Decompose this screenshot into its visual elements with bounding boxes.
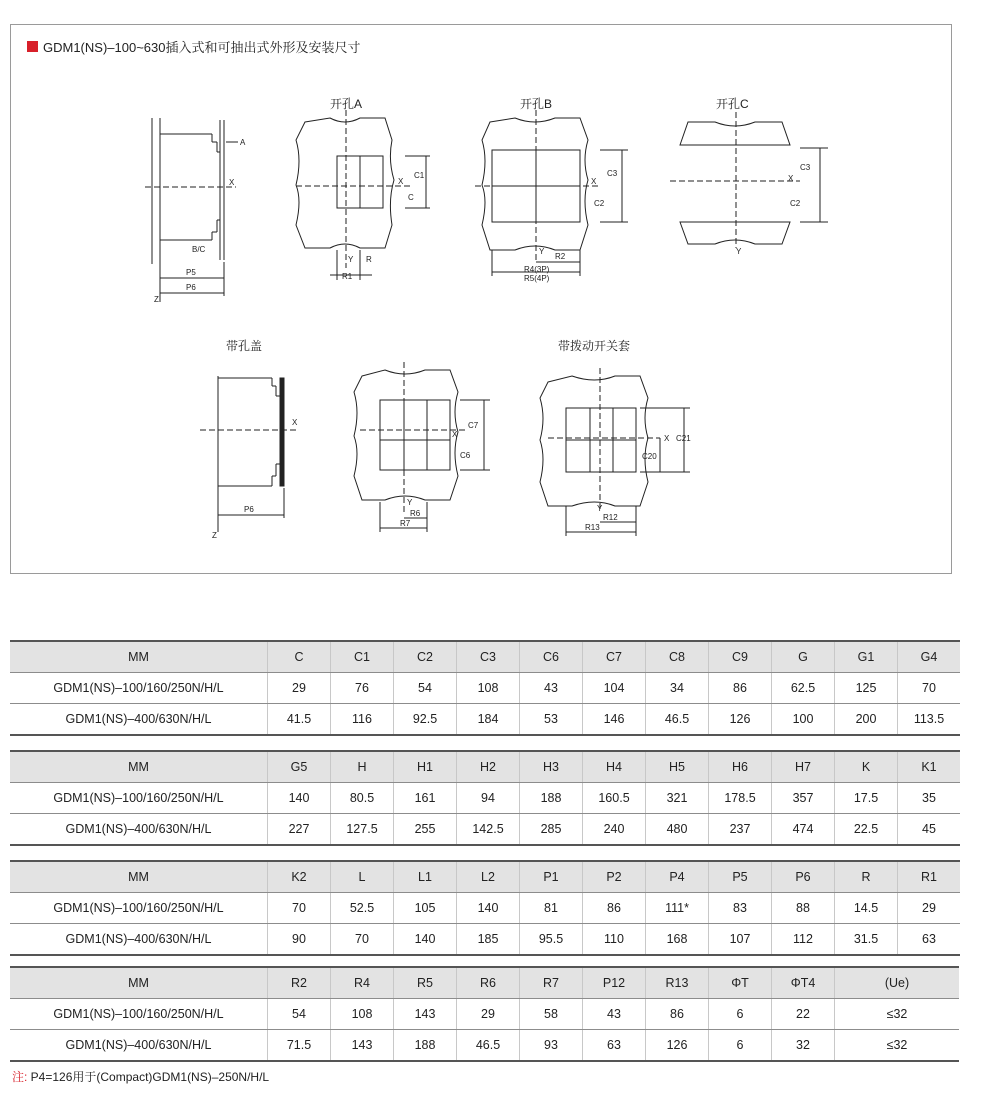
table-row [10,673,960,704]
header-cell: P2 [583,861,646,893]
label-c2-b: C2 [594,199,605,208]
header-cell: C8 [646,641,709,673]
table-cell: 185 [457,924,520,956]
table-cell: 126 [646,1030,709,1062]
header-cell: K1 [898,751,961,783]
label-c6: C6 [460,451,471,460]
header-cell: R1 [898,861,961,893]
table-cell: 240 [583,814,646,846]
table-cell: 35 [898,783,961,814]
table-cell: 46.5 [457,1030,520,1062]
table-cell: 168 [646,924,709,956]
label-r7: R7 [400,519,411,528]
table-row [10,704,960,736]
header-cell: P6 [772,861,835,893]
table-cell: 108 [331,999,394,1030]
label-r1: R1 [342,272,353,281]
label-x-cover: X [452,430,458,439]
header-cell: G4 [898,641,961,673]
header-cell: C3 [457,641,520,673]
table-cell: 93 [520,1030,583,1062]
table-cell: 160.5 [583,783,646,814]
model-cell: GDM1(NS)–100/160/250N/H/L [10,783,268,814]
table-cell: 45 [898,814,961,846]
label-c2-c: C2 [790,199,801,208]
header-cell: R2 [268,967,331,999]
label-x-side: X [229,178,235,187]
table-cell: 285 [520,814,583,846]
table-cell: 105 [394,893,457,924]
table-cell: 54 [394,673,457,704]
header-cell: G [772,641,835,673]
label-bc: B/C [192,245,206,254]
table-cell: 100 [772,704,835,736]
table-cell: 41.5 [268,704,331,736]
table-cell: 31.5 [835,924,898,956]
table-cell: 357 [772,783,835,814]
table-cell: 29 [898,893,961,924]
table-header-row [10,967,959,999]
table-row [10,999,959,1030]
header-cell: K [835,751,898,783]
table-cell: 227 [268,814,331,846]
label-z-bottom: Z [212,531,217,540]
table-row [10,1030,959,1062]
header-cell: P5 [709,861,772,893]
table-cell: 104 [583,673,646,704]
header-cell: G5 [268,751,331,783]
header-cell: MM [10,967,268,999]
table-cell: 95.5 [520,924,583,956]
label-c3-b: C3 [607,169,618,178]
table-cell: 34 [646,673,709,704]
table-cell: 116 [331,704,394,736]
table-row [10,814,960,846]
table-header-row [10,641,960,673]
label-z-top: Z [154,295,159,304]
header-cell: H2 [457,751,520,783]
table-cell: 81 [520,893,583,924]
table-cell: 111* [646,893,709,924]
table-cell: 58 [520,999,583,1030]
spec-table-3 [10,860,960,956]
header-cell: L [331,861,394,893]
header-cell: R6 [457,967,520,999]
table-cell: 22 [772,999,835,1030]
table-cell: 140 [268,783,331,814]
table-cell: 52.5 [331,893,394,924]
header-cell: H1 [394,751,457,783]
view-title-cutout-a: 开孔A [330,97,363,111]
table-cell: 474 [772,814,835,846]
header-cell: H5 [646,751,709,783]
label-y-a: Y [348,255,354,264]
label-x-side2: X [292,418,298,427]
header-cell: G1 [835,641,898,673]
table-cell: 112 [772,924,835,956]
table-cell: 43 [520,673,583,704]
model-cell: GDM1(NS)–400/630N/H/L [10,704,268,736]
model-cell: GDM1(NS)–400/630N/H/L [10,924,268,956]
label-c7: C7 [468,421,479,430]
table-cell: 86 [709,673,772,704]
label-p6-top: P6 [186,283,196,292]
header-cell: P1 [520,861,583,893]
header-cell: L1 [394,861,457,893]
label-y-cover: Y [407,498,413,507]
table-cell: 146 [583,704,646,736]
header-cell: R13 [646,967,709,999]
label-r4: R4(3P) [524,265,550,274]
table-cell: 200 [835,704,898,736]
table-cell: 143 [331,1030,394,1062]
table-cell: 70 [268,893,331,924]
header-cell: H7 [772,751,835,783]
view-title-cover: 带孔盖 [226,339,263,353]
header-cell: C9 [709,641,772,673]
table-cell: 237 [709,814,772,846]
header-cell: H [331,751,394,783]
label-c3-c: C3 [800,163,811,172]
table-cell: 480 [646,814,709,846]
table-row [10,783,960,814]
table-cell: 70 [331,924,394,956]
table-cell: 90 [268,924,331,956]
table-cell: 94 [457,783,520,814]
label-y-b: Y [539,247,545,256]
header-cell: C1 [331,641,394,673]
model-cell: GDM1(NS)–100/160/250N/H/L [10,893,268,924]
table-cell: 107 [709,924,772,956]
table-row [10,893,960,924]
table-cell: 22.5 [835,814,898,846]
header-cell: H6 [709,751,772,783]
view-title-toggle: 带拨动开关套 [558,339,631,353]
label-p5: P5 [186,268,196,277]
header-cell: R7 [520,967,583,999]
header-cell: MM [10,861,268,893]
label-r2: R2 [555,252,566,261]
header-cell: MM [10,751,268,783]
table-cell: 86 [583,893,646,924]
table-row [10,924,960,956]
label-x-c: X [788,174,794,183]
label-x-toggle: X [664,434,670,443]
table-cell: 62.5 [772,673,835,704]
table-header-row [10,861,960,893]
header-cell: C7 [583,641,646,673]
table-cell: 83 [709,893,772,924]
toggle-cutout-shape [540,368,690,536]
label-y-toggle: Y [597,504,603,513]
table-cell: 70 [898,673,961,704]
table-cell: 46.5 [646,704,709,736]
table-cell: 188 [394,1030,457,1062]
view-title-cutout-c: 开孔C [716,97,749,111]
table-cell: 184 [457,704,520,736]
label-p6-bottom: P6 [244,505,254,514]
table-cell: 255 [394,814,457,846]
header-cell: H4 [583,751,646,783]
table-cell: 80.5 [331,783,394,814]
table-cell: ≤32 [835,999,960,1030]
table-cell: 178.5 [709,783,772,814]
model-cell: GDM1(NS)–100/160/250N/H/L [10,673,268,704]
table-cell: 161 [394,783,457,814]
label-c20: C20 [642,452,657,461]
header-cell: ΦT [709,967,772,999]
header-cell: C [268,641,331,673]
footnote-mark: 注: [12,1070,28,1084]
header-cell: MM [10,641,268,673]
table-cell: 110 [583,924,646,956]
table-cell: 29 [457,999,520,1030]
view-title-cutout-b: 开孔B [520,97,553,111]
table-cell: 321 [646,783,709,814]
table-cell: 88 [772,893,835,924]
label-r6: R6 [410,509,421,518]
table-cell: 142.5 [457,814,520,846]
label-x-b: X [591,177,597,186]
cover-cutout-shape [354,362,490,532]
label-r12: R12 [603,513,618,522]
table-cell: ≤32 [835,1030,960,1062]
spec-table-4 [10,966,959,1062]
table-cell: 14.5 [835,893,898,924]
table-cell: 140 [394,924,457,956]
table-cell: 29 [268,673,331,704]
footnote-text: P4=126用于(Compact)GDM1(NS)–250N/H/L [27,1070,270,1084]
model-cell: GDM1(NS)–400/630N/H/L [10,1030,268,1062]
table-cell: 188 [520,783,583,814]
header-cell: R5 [394,967,457,999]
cutout-c-shape [670,112,828,248]
header-cell: R [835,861,898,893]
header-cell: C6 [520,641,583,673]
table-cell: 63 [898,924,961,956]
label-r13: R13 [585,523,600,532]
table-cell: 6 [709,999,772,1030]
model-cell: GDM1(NS)–400/630N/H/L [10,814,268,846]
table-cell: 108 [457,673,520,704]
table-cell: 113.5 [898,704,961,736]
table-cell: 125 [835,673,898,704]
table-cell: 86 [646,999,709,1030]
footnote [12,1068,269,1085]
label-a: A [240,138,246,147]
table-header-row [10,751,960,783]
header-cell: H3 [520,751,583,783]
header-cell: R4 [331,967,394,999]
table-cell: 143 [394,999,457,1030]
table-cell: 76 [331,673,394,704]
label-c1: C1 [414,171,425,180]
table-cell: 71.5 [268,1030,331,1062]
cutout-b-shape [475,110,628,276]
table-cell: 53 [520,704,583,736]
table-cell: 6 [709,1030,772,1062]
spec-table-1 [10,640,960,736]
table-cell: 63 [583,1030,646,1062]
header-cell: ΦT4 [772,967,835,999]
table-cell: 140 [457,893,520,924]
label-c: C [408,193,414,202]
header-cell: K2 [268,861,331,893]
spec-table-2 [10,750,960,846]
header-cell: (Ue) [835,967,960,999]
label-r5: R5(4P) [524,274,550,283]
table-cell: 43 [583,999,646,1030]
table-cell: 32 [772,1030,835,1062]
table-cell: 126 [709,704,772,736]
label-r: R [366,255,372,264]
table-cell: 92.5 [394,704,457,736]
header-cell: P12 [583,967,646,999]
header-cell: P4 [646,861,709,893]
label-y-c: Y [736,247,742,256]
table-cell: 17.5 [835,783,898,814]
table-cell: 127.5 [331,814,394,846]
header-cell: L2 [457,861,520,893]
header-cell: C2 [394,641,457,673]
label-x-a: X [398,177,404,186]
model-cell: GDM1(NS)–100/160/250N/H/L [10,999,268,1030]
label-c21: C21 [676,434,691,443]
drawing-title: GDM1(NS)–100~630插入式和可抽出式外形及安装尺寸 [43,40,361,55]
table-cell: 54 [268,999,331,1030]
